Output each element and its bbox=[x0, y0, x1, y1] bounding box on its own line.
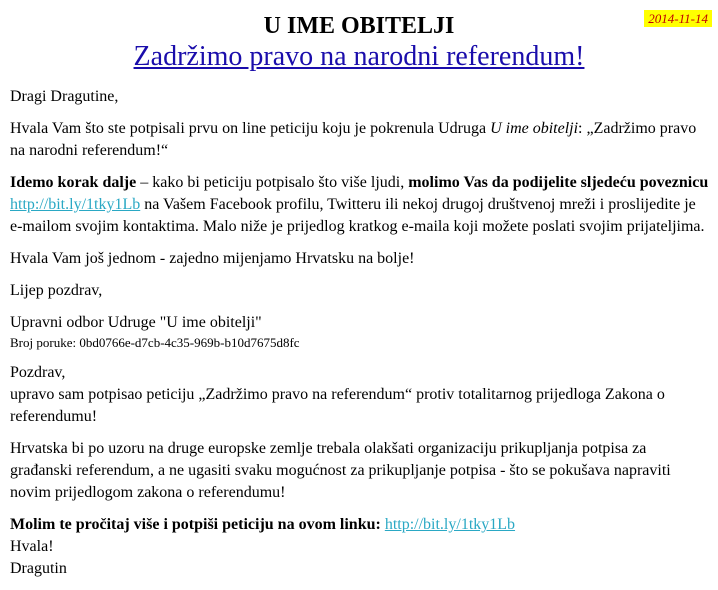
closing: Lijep pozdrav, bbox=[10, 282, 103, 299]
org-title: U IME OBITELJI bbox=[263, 13, 455, 39]
org-name-italic: U ime obitelji bbox=[490, 120, 579, 137]
greeting: Dragi Dragutine, bbox=[10, 88, 119, 105]
share-paragraph bbox=[10, 172, 710, 238]
suggested-name: Dragutin bbox=[10, 560, 67, 577]
share-text-b: na Vašem Facebook profilu, Twitteru ili nekoj drugoj društvenoj mreži i proslijedite je e-mailom svojim kontaktima. Malo niže je prijedlog kratkog e-maila koji možete poslati svojim prijateljima. bbox=[10, 196, 705, 235]
suggested-thanks: Hvala! bbox=[10, 538, 54, 555]
share-request: molimo Vas da podijelite sljedeću poveznicu bbox=[408, 174, 709, 191]
date-badge: 2014-11-14 bbox=[644, 10, 712, 27]
petition-name: : „Zadržimo pravo na narodni referendum!“ bbox=[10, 120, 697, 159]
thanks-text: Hvala Vam što ste potpisali prvu on line peticiju koju je pokrenula Udruga bbox=[10, 120, 491, 137]
message-id: Broj poruke: 0bd0766e-d7cb-4c35-969b-b10d7675d8fc bbox=[10, 335, 300, 350]
thanks-again: Hvala Vam još jednom - zajedno mijenjamo Hrvatsku na bolje! bbox=[10, 250, 415, 267]
cta-text: Molim te pročitaj više i potpiši peticiju na ovom linku: bbox=[10, 516, 381, 533]
share-lead: Idemo korak dalje bbox=[10, 174, 137, 191]
signature: Upravni odbor Udruge "U ime obitelji" bbox=[10, 314, 262, 331]
share-text-a: – kako bi peticiju potpisalo što više ljudi, bbox=[136, 174, 409, 191]
thanks-paragraph bbox=[10, 118, 710, 162]
suggested-email-intro bbox=[10, 362, 710, 428]
petition-link[interactable]: http://bit.ly/1tky1Lb bbox=[10, 196, 141, 213]
suggested-greeting: Pozdrav, bbox=[10, 364, 66, 381]
call-to-action bbox=[10, 514, 710, 536]
suggested-line1: upravo sam potpisao peticiju „Zadržimo pravo na referendum“ protiv totalitarnog prijedloga Zakona o referendumu! bbox=[10, 386, 665, 425]
headline-link[interactable]: Zadržimo pravo na narodni referendum! bbox=[133, 41, 585, 72]
cta-link[interactable]: http://bit.ly/1tky1Lb bbox=[384, 516, 516, 533]
letter-body bbox=[10, 86, 710, 580]
headline bbox=[0, 40, 718, 74]
suggested-body: Hrvatska bi po uzoru na druge europske zemlje trebala olakšati organizaciju prikupljanja potpisa za građanski referendum, a ne ugasiti svaku mogućnost za prikupljanje potpisa - što se pokušava napraviti novim prijedlogom zakona o referendumu! bbox=[10, 440, 671, 501]
